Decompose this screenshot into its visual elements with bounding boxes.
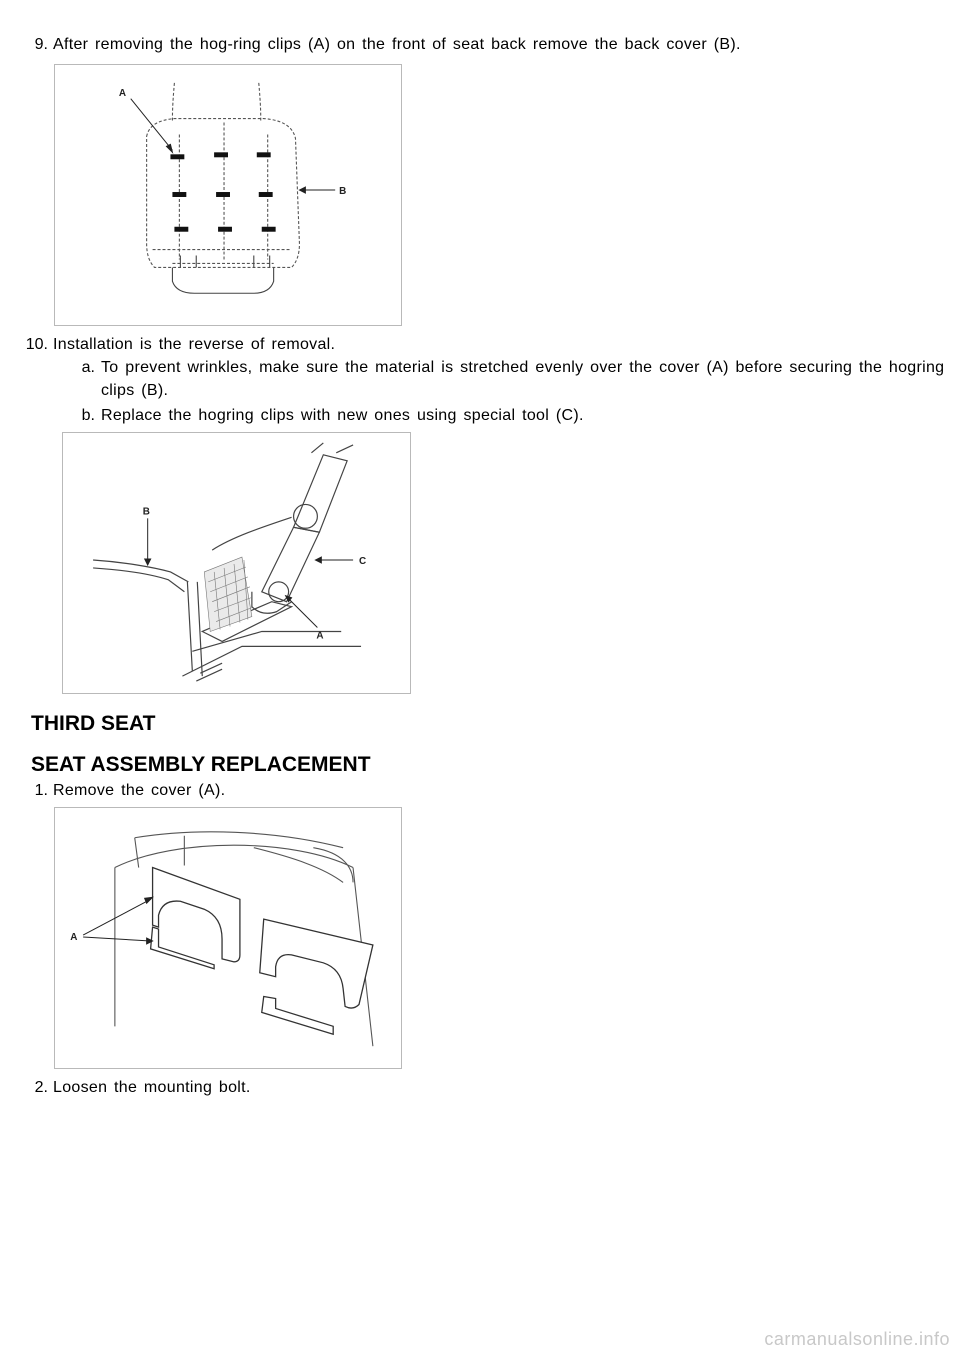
step-10a-text-line1: To prevent wrinkles, make sure the material is stretched evenly over the cover (A) before securing the hogring: [101, 359, 945, 376]
figure-seat-back-hog-ring-clips: [54, 64, 402, 326]
section-subtitle: SEAT ASSEMBLY REPLACEMENT: [31, 753, 371, 776]
step-10-number: 10.: [25, 336, 48, 353]
step-10a-letter: a.: [81, 359, 95, 376]
step-9-number: 9.: [34, 36, 48, 53]
step-9-text: After removing the hog-ring clips (A) on the front of seat back remove the back cover (B).: [53, 36, 741, 53]
step-2-text: Loosen the mounting bolt.: [53, 1079, 251, 1096]
section-title: THIRD SEAT: [31, 712, 156, 735]
step-10b-letter: b.: [81, 407, 95, 424]
figure-hogring-special-tool: [62, 432, 411, 694]
step-10a-text-line2: clips (B).: [101, 382, 169, 399]
figure-third-seat-covers: [54, 807, 402, 1069]
figure3-label-a: A: [70, 931, 78, 943]
figure1-label-b: B: [339, 186, 347, 198]
watermark: carmanualsonline.info: [764, 1329, 950, 1349]
step-1-number: 1.: [34, 782, 48, 799]
step-10-text: Installation is the reverse of removal.: [53, 336, 336, 353]
figure2-label-b: B: [142, 506, 150, 518]
step-10b-text: Replace the hogring clips with new ones using special tool (C).: [101, 407, 584, 424]
step-2-number: 2.: [34, 1079, 48, 1096]
figure1-label-a: A: [118, 87, 126, 99]
figure2-label-a: A: [316, 630, 324, 642]
step-1-text: Remove the cover (A).: [53, 782, 226, 799]
figure2-label-c: C: [359, 555, 367, 567]
